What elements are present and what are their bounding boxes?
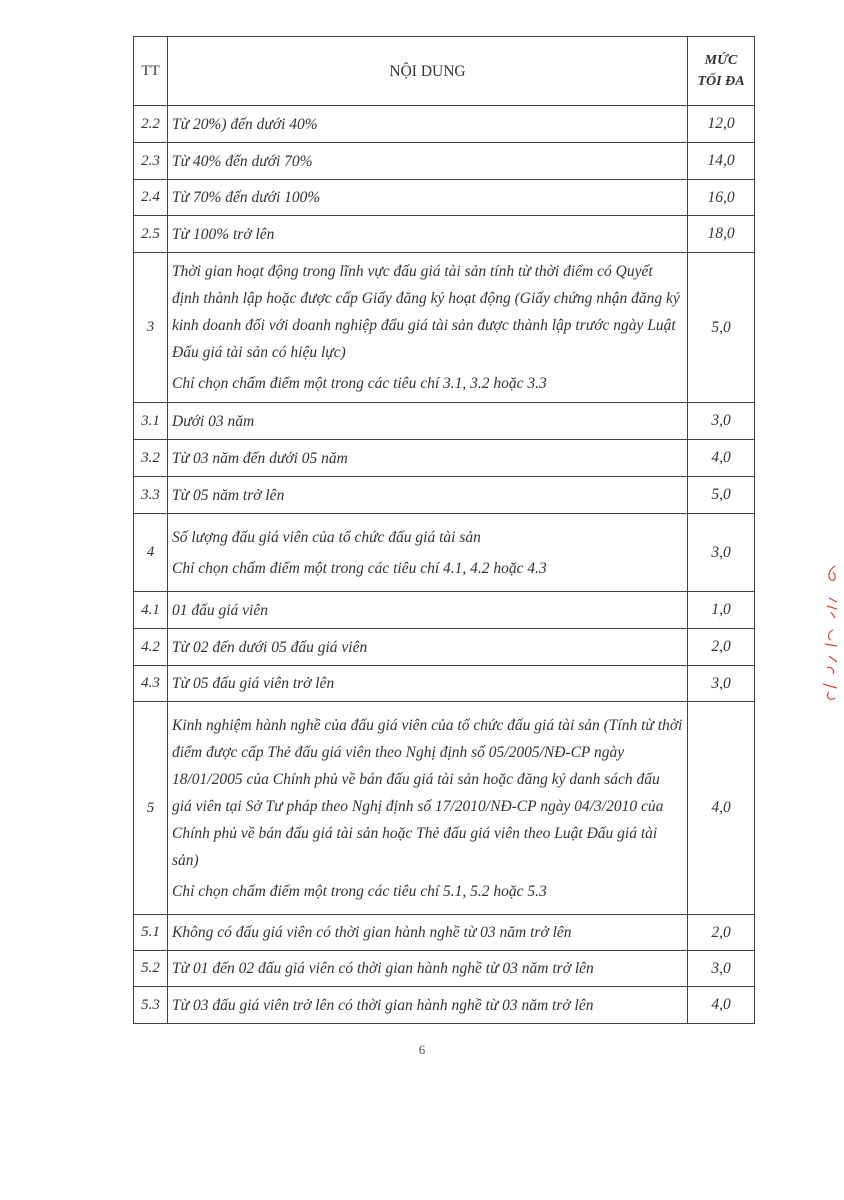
content-text: Dưới 03 năm [172,412,255,430]
table-row [134,514,755,592]
header-content: NỘI DUNG [168,37,688,106]
cell-max-score: 4,0 [688,987,755,1024]
cell-tt: 5.1 [134,915,168,951]
cell-tt: 4.3 [134,666,168,702]
cell-max-score: 3,0 [688,951,755,987]
cell-content [168,143,688,180]
cell-content [168,180,688,216]
cell-tt: 5.2 [134,951,168,987]
content-text: Từ 100% trở lên [172,225,275,243]
content-text: Từ 40% đến dưới 70% [172,152,313,170]
table-row [134,143,755,180]
cell-max-score: 2,0 [688,915,755,951]
cell-tt: 5.3 [134,987,168,1024]
cell-tt: 2.4 [134,180,168,216]
cell-content [168,987,688,1024]
cell-content [168,915,688,951]
header-max-line1: MỨC [704,53,738,68]
content-text: Từ 02 đến dưới 05 đấu giá viên [172,638,368,656]
table-header-row [134,37,755,106]
content-text: Từ 03 năm đến dưới 05 năm [172,449,348,467]
cell-tt: 4 [134,514,168,592]
content-text: 01 đấu giá viên [172,601,268,619]
table-row [134,253,755,403]
cell-content [168,592,688,629]
cell-tt: 2.5 [134,216,168,253]
content-text: Không có đấu giá viên có thời gian hành nghề từ 03 năm trở lên [172,924,572,941]
content-text: Từ 70% đến dưới 100% [172,189,321,206]
table-row [134,987,755,1024]
cell-max-score: 4,0 [688,440,755,477]
criteria-table [133,36,755,1024]
cell-max-score: 1,0 [688,592,755,629]
cell-tt: 3.2 [134,440,168,477]
cell-content [168,666,688,702]
content-text: Từ 05 đấu giá viên trở lên [172,675,335,692]
cell-max-score: 4,0 [688,702,755,915]
cell-max-score: 2,0 [688,629,755,666]
cell-max-score: 18,0 [688,216,755,253]
cell-max-score: 12,0 [688,106,755,143]
cell-content [168,106,688,143]
cell-max-score: 3,0 [688,403,755,440]
content-text: Từ 03 đấu giá viên trở lên có thời gian hành nghề từ 03 năm trở lên [172,996,594,1014]
table-row [134,951,755,987]
red-stamp-mark [813,560,843,710]
cell-content [168,514,688,592]
cell-content [168,403,688,440]
content-text: Từ 01 đến 02 đấu giá viên có thời gian hành nghề từ 03 năm trở lên [172,960,594,977]
table-row [134,666,755,702]
cell-max-score: 3,0 [688,514,755,592]
cell-max-score: 5,0 [688,477,755,514]
table-row [134,403,755,440]
cell-content [168,702,688,915]
content-text: Số lượng đấu giá viên của tổ chức đấu giá tài sản [172,528,481,546]
table-row [134,216,755,253]
cell-tt: 3 [134,253,168,403]
cell-content [168,216,688,253]
cell-max-score: 14,0 [688,143,755,180]
table-row [134,440,755,477]
table-row [134,106,755,143]
content-note: Chỉ chọn chấm điểm một trong các tiêu chí 5.1, 5.2 hoặc 5.3 [172,882,547,900]
cell-content [168,477,688,514]
header-tt: TT [134,37,168,106]
cell-tt: 3.1 [134,403,168,440]
table-body [134,106,755,1024]
cell-content [168,629,688,666]
cell-max-score: 3,0 [688,666,755,702]
cell-max-score: 5,0 [688,253,755,403]
page-number: 6 [418,1042,426,1057]
cell-content [168,951,688,987]
content-note: Chỉ chọn chấm điểm một trong các tiêu chí 3.1, 3.2 hoặc 3.3 [172,375,547,392]
table-row [134,629,755,666]
header-max-line2: TỐI ĐA [697,74,745,89]
table-row [134,702,755,915]
cell-content [168,253,688,403]
table-row [134,915,755,951]
content-text: Từ 05 năm trở lên [172,486,285,504]
cell-tt: 4.2 [134,629,168,666]
content-text: Thời gian hoạt động trong lĩnh vực đấu giá tài sản tính từ thời điểm có Quyết định thành lập hoặc được cấp Giấy đăng ký hoạt động (Giấy chứng nhận đăng ký kinh doanh đối với doanh nghiệp đấu giá tài sản được thành lập trước ngày Luật Đấu giá tài sản có hiệu lực) [172,263,680,361]
cell-max-score: 16,0 [688,180,755,216]
content-note: Chỉ chọn chấm điểm một trong các tiêu chí 4.1, 4.2 hoặc 4.3 [172,559,547,577]
content-text: Từ 20%) đến dưới 40% [172,115,318,133]
cell-content [168,440,688,477]
table-row [134,477,755,514]
header-max [688,37,755,106]
cell-tt: 4.1 [134,592,168,629]
cell-tt: 3.3 [134,477,168,514]
cell-tt: 2.3 [134,143,168,180]
cell-tt: 5 [134,702,168,915]
content-text: Kinh nghiệm hành nghề của đấu giá viên của tổ chức đấu giá tài sản (Tính từ thời điểm được cấp Thẻ đấu giá viên theo Nghị định số 05/2005/NĐ-CP ngày 18/01/2005 của Chính phủ về bán đấu giá tài sản hoặc đăng ký danh sách đấu giá viên tại Sở Tư pháp theo Nghị định số 17/2010/NĐ-CP ngày 04/3/2010 của Chính phủ về bán đấu giá tài sản hoặc Thẻ đấu giá viên theo Luật Đấu giá tài sản) [172,716,683,869]
table-row [134,180,755,216]
cell-tt: 2.2 [134,106,168,143]
table-row [134,592,755,629]
